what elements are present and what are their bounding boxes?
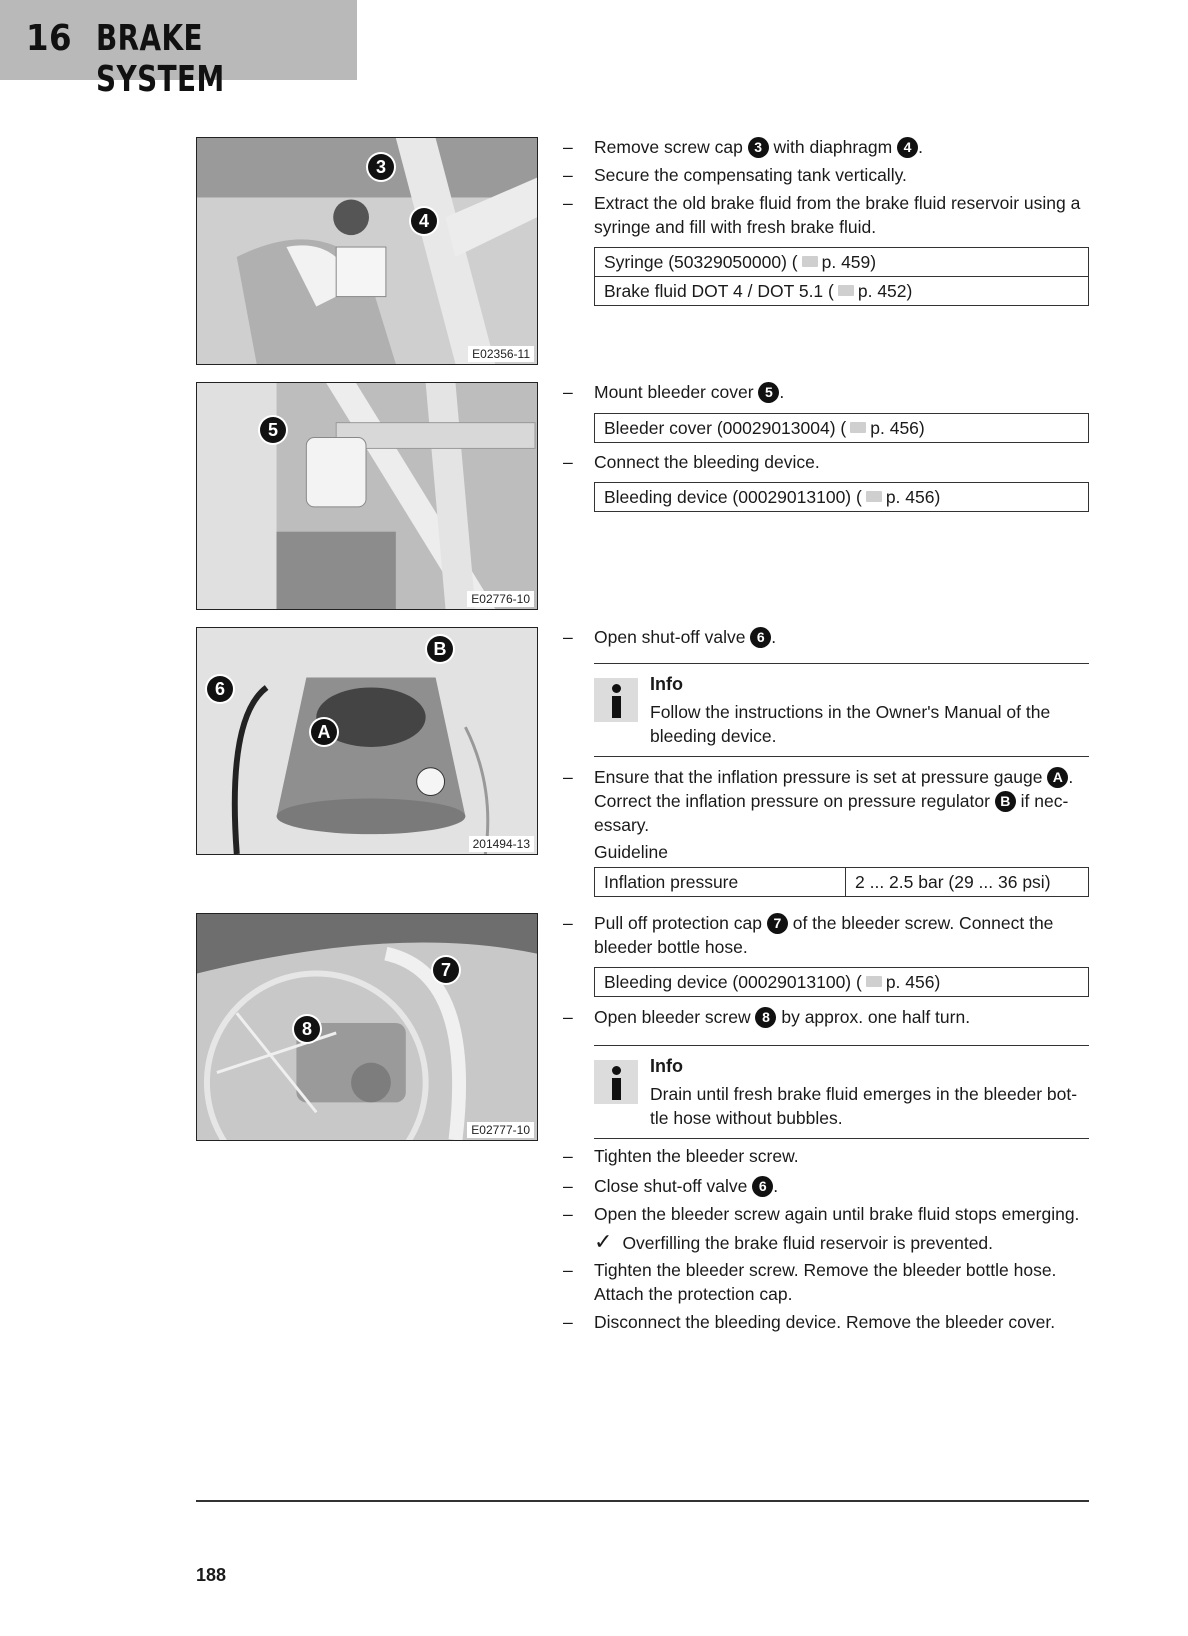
step-ensure-pressure: – Ensure that the inflation pressure is set at pressure gauge A . Correct the inflation pressure on pressure regulator B if nec-essary. [563, 767, 1074, 835]
figure-2-image [197, 383, 537, 609]
step-secure-tank: – Secure the compensating tank vertically. [563, 165, 907, 185]
reference-table-bleeding-device-2 [594, 967, 1089, 997]
book-icon [802, 256, 818, 267]
figure-1 [196, 137, 538, 365]
reference-table-bleeding-device [594, 482, 1089, 512]
guideline-label: Guideline [594, 842, 668, 862]
figure-2 [196, 382, 538, 610]
step-disconnect-device: – Disconnect the bleeding device. Remove the bleeder cover. [563, 1312, 1056, 1332]
table-row: Bleeding device (00029013100) ( p. 456) [595, 968, 1089, 997]
marker-5: 5 [260, 417, 286, 443]
table-row: Bleeding device (00029013100) ( p. 456) [595, 483, 1089, 512]
marker-7: 7 [433, 957, 459, 983]
book-icon [866, 976, 882, 987]
figure-code: E02356-11 [468, 346, 534, 362]
step-pull-protection-cap: – Pull off protection cap 7 of the bleeder screw. Connect the bleeder bottle hose. [563, 913, 1054, 957]
step-extract-fluid: – Extract the old brake fluid from the brake fluid reservoir using a syringe and fill with fresh brake fluid. [563, 193, 1081, 237]
marker-B: B [427, 636, 453, 662]
marker-3: 3 [368, 154, 394, 180]
step-tighten-bleeder-screw: – Tighten the bleeder screw. [563, 1146, 799, 1166]
result-line: ✓ Overfilling the brake fluid reservoir is prevented. [594, 1229, 994, 1254]
checkmark-icon: ✓ [594, 1229, 613, 1254]
figure-4-image [197, 914, 537, 1140]
figure-4 [196, 913, 538, 1141]
step-open-bleeder-screw: – Open bleeder screw 8 by approx. one half turn. [563, 1007, 971, 1027]
step-mount-bleeder-cover: – Mount bleeder cover 5 . [563, 382, 785, 402]
info-icon [594, 1060, 638, 1104]
step-close-shutoff-valve: – Close shut-off valve 6 . [563, 1176, 779, 1196]
figure-code: 201494-13 [469, 836, 534, 852]
chapter-title: BRAKE SYSTEM [96, 18, 225, 100]
figure-code: E02776-10 [467, 591, 534, 607]
book-icon [850, 422, 866, 433]
info-icon [594, 678, 638, 722]
figure-3-image [197, 628, 537, 854]
page-number: 188 [196, 1565, 227, 1585]
marker-A: A [311, 719, 337, 745]
step-connect-bleeding-device: – Connect the bleeding device. [563, 452, 820, 472]
step-tighten-remove-hose: – Tighten the bleeder screw. Remove the bleeder bottle hose. Attach the protection cap. [563, 1260, 1057, 1304]
book-icon [838, 285, 854, 296]
footer-divider [196, 1500, 1089, 1502]
chapter-header [0, 0, 357, 100]
book-icon [866, 491, 882, 502]
info-box-drain: Info Drain until fresh brake fluid emerges in the bleeder bot-tle hose without bubbles. [594, 1045, 1089, 1139]
guideline-table [594, 867, 1089, 897]
step-open-shutoff-valve: – Open shut-off valve 6 . [563, 627, 777, 647]
reference-table-bleeder-cover [594, 413, 1089, 443]
step-remove-screw-cap: – Remove screw cap 3 with diaphragm 4 . [563, 137, 923, 157]
marker-4: 4 [411, 208, 437, 234]
step-open-bleeder-again: – Open the bleeder screw again until brake fluid stops emerging. [563, 1204, 1080, 1224]
figure-1-image [197, 138, 537, 364]
marker-6: 6 [207, 676, 233, 702]
marker-8: 8 [294, 1016, 320, 1042]
info-box-owners-manual: Info Follow the instructions in the Owner's Manual of the bleeding device. [594, 663, 1089, 757]
chapter-number: 16 [26, 18, 73, 59]
reference-table-syringe [594, 247, 1089, 306]
table-row: Brake fluid DOT 4 / DOT 5.1 ( p. 452) [595, 277, 1089, 306]
table-row: Syringe (50329050000) ( p. 459) [595, 248, 1089, 277]
figure-3 [196, 627, 538, 855]
table-row: Bleeder cover (00029013004) ( p. 456) [595, 414, 1089, 443]
table-row: Inflation pressure 2 ... 2.5 bar (29 ... 36 psi) [595, 868, 1089, 897]
figure-code: E02777-10 [467, 1122, 534, 1138]
